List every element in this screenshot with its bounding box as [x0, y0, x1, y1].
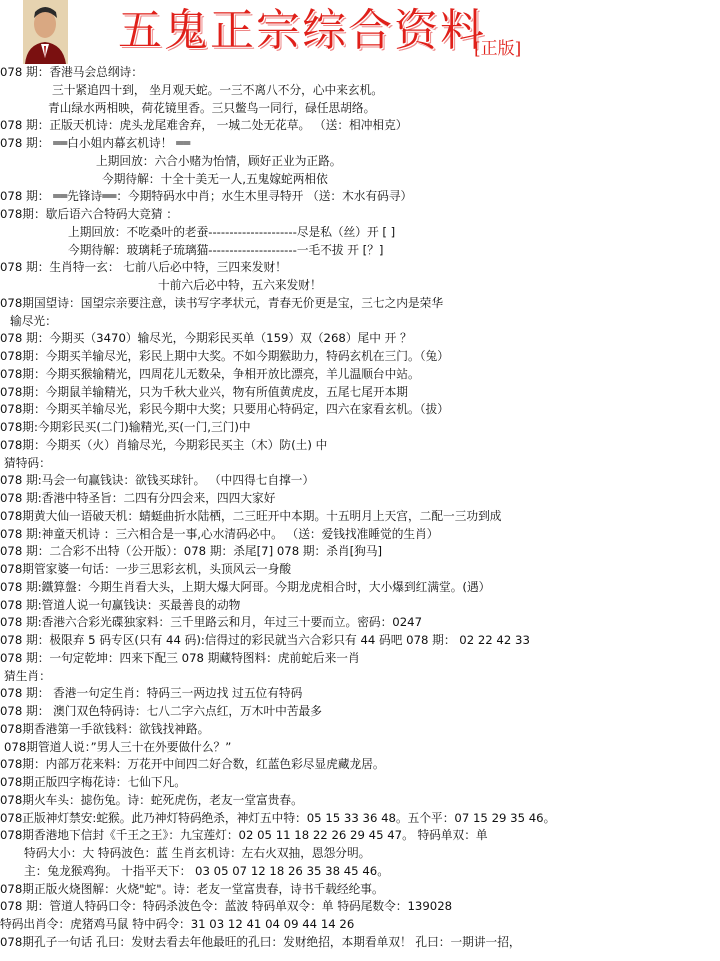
- text-line: 078正版神灯禁安:蛇猴。此乃神灯特码绝杀，神灯五中特：05 15 33 36 48。五个平：07 15 29 35 46。: [0, 810, 556, 825]
- text-line: 078期国望诗：国望宗亲要注意，读书写字孝状元，青春无价更是宝，三七之内是荣华: [0, 295, 444, 310]
- text-line: 078期管道人说：”男人三十在外要做什么？”: [4, 739, 232, 754]
- text-line: 078 期：今期买（3470）输尽光，今期彩民买单（159）双（268）尾中 开 ？: [0, 331, 412, 346]
- text-line: 特码大小：大 特码波色：蓝 生肖玄机诗：左右火双抽，恩怨分明。: [24, 846, 371, 860]
- text-line: 078 期：极限弃 5 码专区(只有 44 码):信得过的彩民就当六合彩只有 44 码吧 078 期： 02 22 42 33: [0, 633, 530, 647]
- text-line: 078期：今期买羊输尽光，彩民上期中大奖。不如今期猴助力，特码玄机在三门。（兔）: [0, 349, 449, 363]
- text-line: 078期管家婆一句话：一步三思彩玄机，头顶风云一身酸: [0, 562, 292, 576]
- text-line: 078期：今期买猴输精光，四周花儿无数朵，争相开放比漂亮，羊儿温顺台中站。: [0, 366, 420, 381]
- text-line: 主：兔龙猴鸡狗。 十指平天下： 03 05 07 12 18 26 35 38 45 46。: [24, 863, 389, 878]
- text-line: 078 期： 澳门双色特码诗：七八二字六点红，万木叶中苦最多: [0, 704, 322, 718]
- text-line: 078期孔子一句话 孔曰：发财去看去年他最旺的孔曰：发财绝招，本期看单双！ 孔曰：一期讲一招，: [0, 934, 521, 949]
- text-line: 078期香港地下信封《千王之王》：九宝莲灯：02 05 11 18 22 26 29 45 47。 特码单双：单: [0, 828, 488, 843]
- text-line: 078 期：生肖特一玄： 七前八后必中特，三四来发财！: [0, 260, 287, 275]
- text-line: 078期：内部万花来料：万花开中间四二好合数，红蓝色彩尽显虎藏龙居。: [0, 757, 385, 772]
- text-line: 078 期:神童天机诗 ：三六相合是一事,心水清码必中。 （送：爱钱找准睡觉的生肖）: [0, 526, 439, 541]
- text-line: 078 期:香港六合彩光碟独家料：三千里路云和月，年过三十要而立。密码：0247: [0, 615, 423, 630]
- text-line: 猜特码：: [4, 455, 51, 470]
- avatar: [23, 0, 68, 64]
- page-title: 五鬼正宗综合资料: [118, 5, 486, 56]
- text-line: 上期回放：不吃桑叶的老蚕---------------------尽是私（丝）开 [ ]: [68, 224, 396, 239]
- text-line: 078期正版四字梅花诗：七仙下凡。: [0, 775, 186, 789]
- text-line: 078 期:管道人说一句赢钱诀：买最善良的动物: [0, 597, 241, 612]
- text-line: 今期待解：十全十美无一人,五鬼嫁蛇两相依: [102, 171, 328, 186]
- text-line: 078 期：二合彩不出特（公开版）：078 期：杀尾[7] 078 期：杀肖[狗马]: [0, 544, 383, 559]
- text-line: 078期:今期彩民买(二门)输精光,买(一门,三门)中: [0, 420, 251, 434]
- text-line: 青山绿水两相映，荷花镜里香。三只鳖鸟一同行，碌任思胡络。: [48, 100, 376, 115]
- edition-badge: [正版]: [474, 39, 522, 59]
- text-line: 078期：歇后语六合特码大竞猜 ：: [0, 207, 178, 221]
- text-line: 输尽光：: [10, 313, 57, 328]
- text-line: 078 期：管道人特码口令：特码杀波色令：蓝波 特码单双令：单 特码尾数令：139028: [0, 899, 453, 914]
- text-line: 078期：今期鼠羊输精光，只为千秋大业兴，物有所值黄虎皮，五尾七尾开本期: [0, 384, 408, 399]
- text-line: 078期：今期买（火）肖输尽光，今期彩民买主（木）防(土) 中: [0, 437, 328, 452]
- text-line: 078期正版火烧图解：火烧"蛇"。诗：老友一堂富贵春，诗书千载经纶事。: [0, 881, 384, 896]
- text-line: 078期：今期买羊输尽光，彩民今期中大奖；只要用心特码定，四六在家看玄机。（拔）: [0, 402, 449, 417]
- text-line: 078期黄大仙一语破天机：蜻蜓曲折水陆栖，二三旺开中本期。十五明月上天宫，二配一三功到成: [0, 508, 502, 523]
- text-line: 078期火车头：摅伤兔。诗：蛇死虎伤，老友一堂富贵春。: [0, 792, 303, 807]
- text-line: 078期香港第一手欲钱料：欲钱找神路。: [0, 721, 210, 736]
- text-line: 十前六后必中特，五六来发财！: [158, 278, 322, 292]
- text-line: 三十紧追四十到， 坐月观天蛇。一三不离八不分，心中来玄机。: [52, 82, 383, 97]
- text-line: 今期待解：玻璃耗子琉璃猫---------------------一毛不拔 开 [？]: [68, 242, 384, 257]
- text-line: 078 期：正版天机诗：虎头龙尾难舍弃， 一城二处无花草。 （送：相冲相克）: [0, 118, 408, 133]
- text-line: 078 期： ══先锋诗══：今期特码水中肖；水生木里寻特开 （送：木水有码寻）: [0, 189, 413, 204]
- text-line: 猜生肖：: [4, 668, 51, 683]
- text-line: 078 期:鐵算盤：今期生肖看大头，上期大爆大阿哥。今期龙虎相合时，大小爆到红满堂。(遇）: [0, 579, 491, 594]
- text-line: 078 期： 香港一句定生肖：特码三一两边找 过五位有特码: [0, 686, 303, 701]
- text-line: 078 期：香港马会总纲诗：: [0, 65, 143, 79]
- text-line: 078 期：一句定乾坤：四来下配三 078 期藏特图料：虎前蛇后来一肖: [0, 650, 360, 665]
- text-line: 078 期:马会一句赢钱诀：欲钱买球针。 （中四得七自撑一）: [0, 473, 315, 488]
- text-line: 078 期:香港中特圣旨：二四有分四会来，四四大家好: [0, 491, 276, 505]
- page-header: [0, 0, 720, 68]
- text-line: 特码出肖令：虎猪鸡马鼠 特中码令：31 03 12 41 04 09 44 14 26: [0, 917, 355, 931]
- text-line: 上期回放：六合小赌为怡情，顾好正业为正路。: [96, 153, 342, 168]
- text-line: 078 期： ══白小姐内幕玄机诗！ ══: [0, 136, 191, 150]
